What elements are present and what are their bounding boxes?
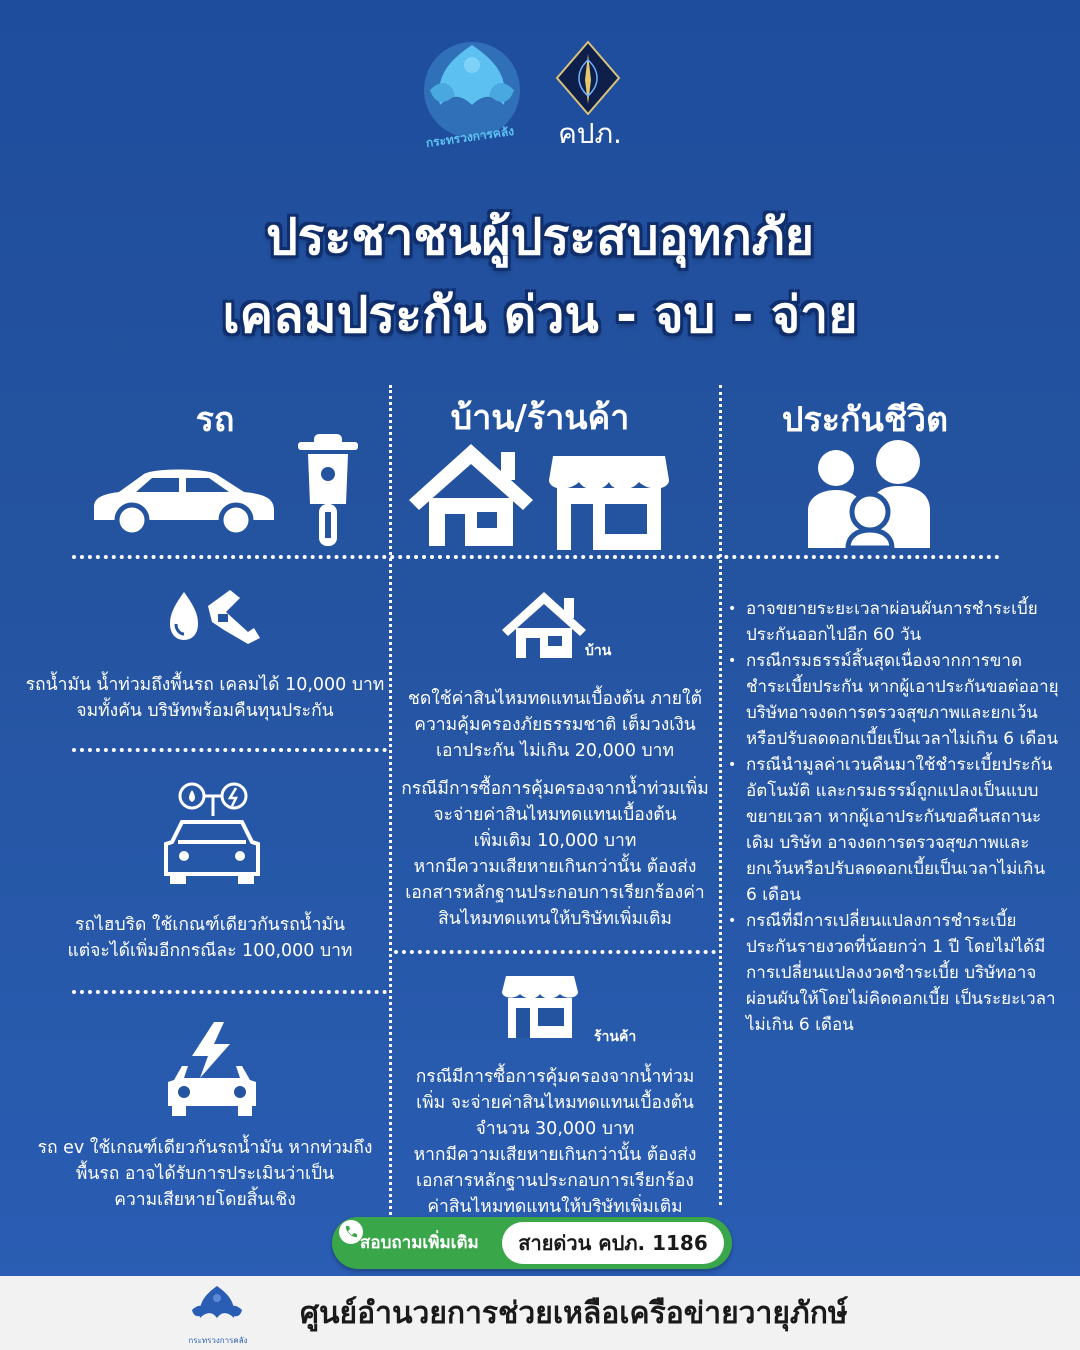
car-ev-text-1: รถ ev ใช้เกณฑ์เดียวกันรถน้ำมัน หากท่วมถึง — [37, 1138, 373, 1158]
hotline-pill[interactable] — [332, 1217, 732, 1269]
title-line-1: ประชาชนผู้ประสบอุทกภัย — [265, 208, 815, 266]
life-bullet-line: เดิม บริษัท อาจงดการตรวจสุขภาพและ — [746, 833, 1030, 853]
shop-small-icon — [502, 974, 578, 1040]
house-icon — [403, 440, 539, 548]
shop-para-line: เอกสารหลักฐานประกอบการเรียกร้อง — [416, 1171, 694, 1191]
title-line-2: เคลมประกัน ด่วน - จบ - จ่าย — [222, 286, 858, 344]
home-para-2-line: เพิ่มเติม 10,000 บาท — [473, 831, 637, 851]
home-shop-divider — [394, 950, 716, 954]
home-para-2-line: สินไหมทดแทนให้บริษัทเพิ่มเติม — [438, 909, 672, 929]
footer-logo-text: กระทรวงการคลัง — [188, 1336, 248, 1345]
shop-para-line: เพิ่ม จะจ่ายค่าสินไหมทดแทนเบื้องต้น — [416, 1093, 694, 1113]
life-bullet-4 — [728, 908, 1073, 1038]
car-icon — [84, 462, 280, 536]
shop-para-line: หากมีความเสียหายเกินกว่านั้น ต้องส่ง — [413, 1145, 697, 1165]
car-ev-text-2: พื้นรถ อาจได้รับการประเมินว่าเป็น — [75, 1164, 335, 1184]
family-icon — [808, 440, 932, 548]
home-para-2-line: จะจ่ายค่าสินไหมทดแทนเบื้องต้น — [433, 805, 677, 825]
column-header-home-shop: บ้าน/ร้านค้า — [450, 398, 630, 438]
car-petrol-text-2: จมทั้งคัน บริษัทพร้อมคืนทุนประกัน — [76, 701, 334, 721]
home-para-2 — [394, 776, 716, 932]
motorcycle-icon — [298, 434, 358, 546]
shop-para-line: จำนวน 30,000 บาท — [475, 1119, 635, 1139]
home-para-2-line: หากมีความเสียหายเกินกว่านั้น ต้องส่ง — [413, 857, 697, 877]
car-hybrid-text-2: แต่จะได้เพิ่มอีกกรณีละ 100,000 บาท — [67, 941, 353, 961]
car-ev-text-3: ความเสียหายโดยสิ้นเชิง — [114, 1190, 296, 1210]
life-bullet-line: ไม่เกิน 6 เดือน — [746, 1015, 854, 1035]
column-divider-1 — [389, 385, 392, 1215]
life-bullet-line: การเปลี่ยนแปลงงวดชำระเบี้ย บริษัทอาจ — [746, 963, 1037, 983]
oic-diamond-logo-icon — [553, 40, 623, 115]
home-para-2-line: กรณีมีการซื้อการคุ้มครองจากน้ำท่วมเพิ่ม — [401, 779, 709, 799]
shop-para-line: ค่าสินไหมทดแทนให้บริษัทเพิ่มเติม — [427, 1197, 683, 1217]
footer-garuda-logo-icon — [186, 1282, 248, 1336]
life-bullet-2 — [728, 648, 1073, 752]
shop-para — [394, 1064, 716, 1220]
life-bullet-line: ประกันรายงวดที่น้อยกว่า 1 ปี โดยไม่ได้มี — [746, 937, 1046, 957]
life-bullet-list — [728, 596, 1073, 1038]
home-para-1 — [394, 686, 716, 764]
life-bullet-line: ผ่อนผันให้โดยไม่คิดดอกเบี้ย เป็นระยะเวลา — [746, 989, 1056, 1009]
home-para-1-line: ความคุ้มครองภัยธรรมชาติ เต็มวงเงิน — [414, 715, 696, 735]
life-bullet-line: หรือปรับลดดอกเบี้ยเป็นเวลาไม่เกิน 6 เดือน — [746, 729, 1059, 749]
column-header-life: ประกันชีวิต — [781, 400, 949, 440]
shop-label: ร้านค้า — [594, 1029, 637, 1045]
home-para-1-line: เอาประกัน ไม่เกิน 20,000 บาท — [435, 741, 675, 761]
header-divider — [72, 555, 1000, 559]
life-bullet-line: ชำระเบี้ยประกัน หากผู้เอาประกันขอต่ออายุ — [746, 677, 1059, 697]
ministry-logo-text: กระทรวงการคลัง — [424, 123, 515, 151]
life-bullet-line: อัตโนมัติ และกรมธรรม์ถูกแปลงเป็นแบบ — [746, 781, 1039, 801]
car-petrol-text-1: รถน้ำมัน น้ำท่วมถึงพื้นรถ เคลมได้ 10,000 บาท — [25, 675, 385, 695]
fuel-nozzle-icon — [168, 588, 260, 646]
home-para-2-line: เอกสารหลักฐานประกอบการเรียกร้องค่า — [405, 883, 705, 903]
footer-text: ศูนย์อำนวยการช่วยเหลือเครือข่ายวายุภักษ์ — [300, 1296, 848, 1331]
life-bullet-line: บริษัทอาจงดการตรวจสุขภาพและยกเว้น — [746, 703, 1038, 723]
life-bullet-line: ยกเว้นหรือปรับลดดอกเบี้ยเป็นเวลาไม่เกิน — [746, 859, 1046, 879]
shop-icon — [549, 452, 669, 552]
oic-logo-text: คปภ. — [558, 117, 622, 150]
logo-header — [0, 30, 1080, 160]
life-bullet-line: • กรณีนำมูลค่าเวนคืนมาใช้ชำระเบี้ยประกัน — [746, 755, 1053, 775]
car-divider-2 — [72, 990, 387, 994]
shop-para-line: กรณีมีการซื้อการคุ้มครองจากน้ำท่วม — [415, 1067, 695, 1087]
home-small-icon — [500, 590, 588, 660]
home-label: บ้าน — [585, 643, 612, 659]
life-bullet-line: 6 เดือน — [746, 885, 801, 905]
life-bullet-line: • อาจขยายระยะเวลาผ่อนผันการชำระเบี้ย — [746, 599, 1038, 619]
life-bullet-line: • กรณีกรมธรรม์สิ้นสุดเนื่องจากการขาด — [746, 651, 1023, 671]
hotline-number[interactable]: สายด่วน คปภ. 1186 — [502, 1222, 724, 1264]
hybrid-car-icon — [162, 782, 262, 884]
life-bullet-line: ขยายเวลา หากผู้เอาประกันขอคืนสถานะ — [746, 807, 1042, 827]
car-divider-1 — [72, 748, 387, 752]
life-bullet-1 — [728, 596, 1073, 648]
life-bullet-line: ประกันออกไปอีก 60 วัน — [746, 625, 922, 645]
car-hybrid-text-1: รถไฮบริด ใช้เกณฑ์เดียวกันรถน้ำมัน — [75, 915, 345, 935]
column-header-car: รถ — [195, 400, 235, 440]
footer — [0, 1276, 1080, 1350]
life-bullet-line: • กรณีที่มีการเปลี่ยนแปลงการชำระเบี้ย — [746, 911, 1017, 931]
hotline-left-label: สอบถามเพิ่มเติม — [360, 1233, 479, 1253]
home-para-1-line: ชดใช้ค่าสินไหมทดแทนเบื้องต้น ภายใต้ — [408, 689, 702, 709]
life-bullet-3 — [728, 752, 1073, 908]
ev-car-icon — [168, 1022, 256, 1116]
column-divider-2 — [719, 385, 722, 1205]
